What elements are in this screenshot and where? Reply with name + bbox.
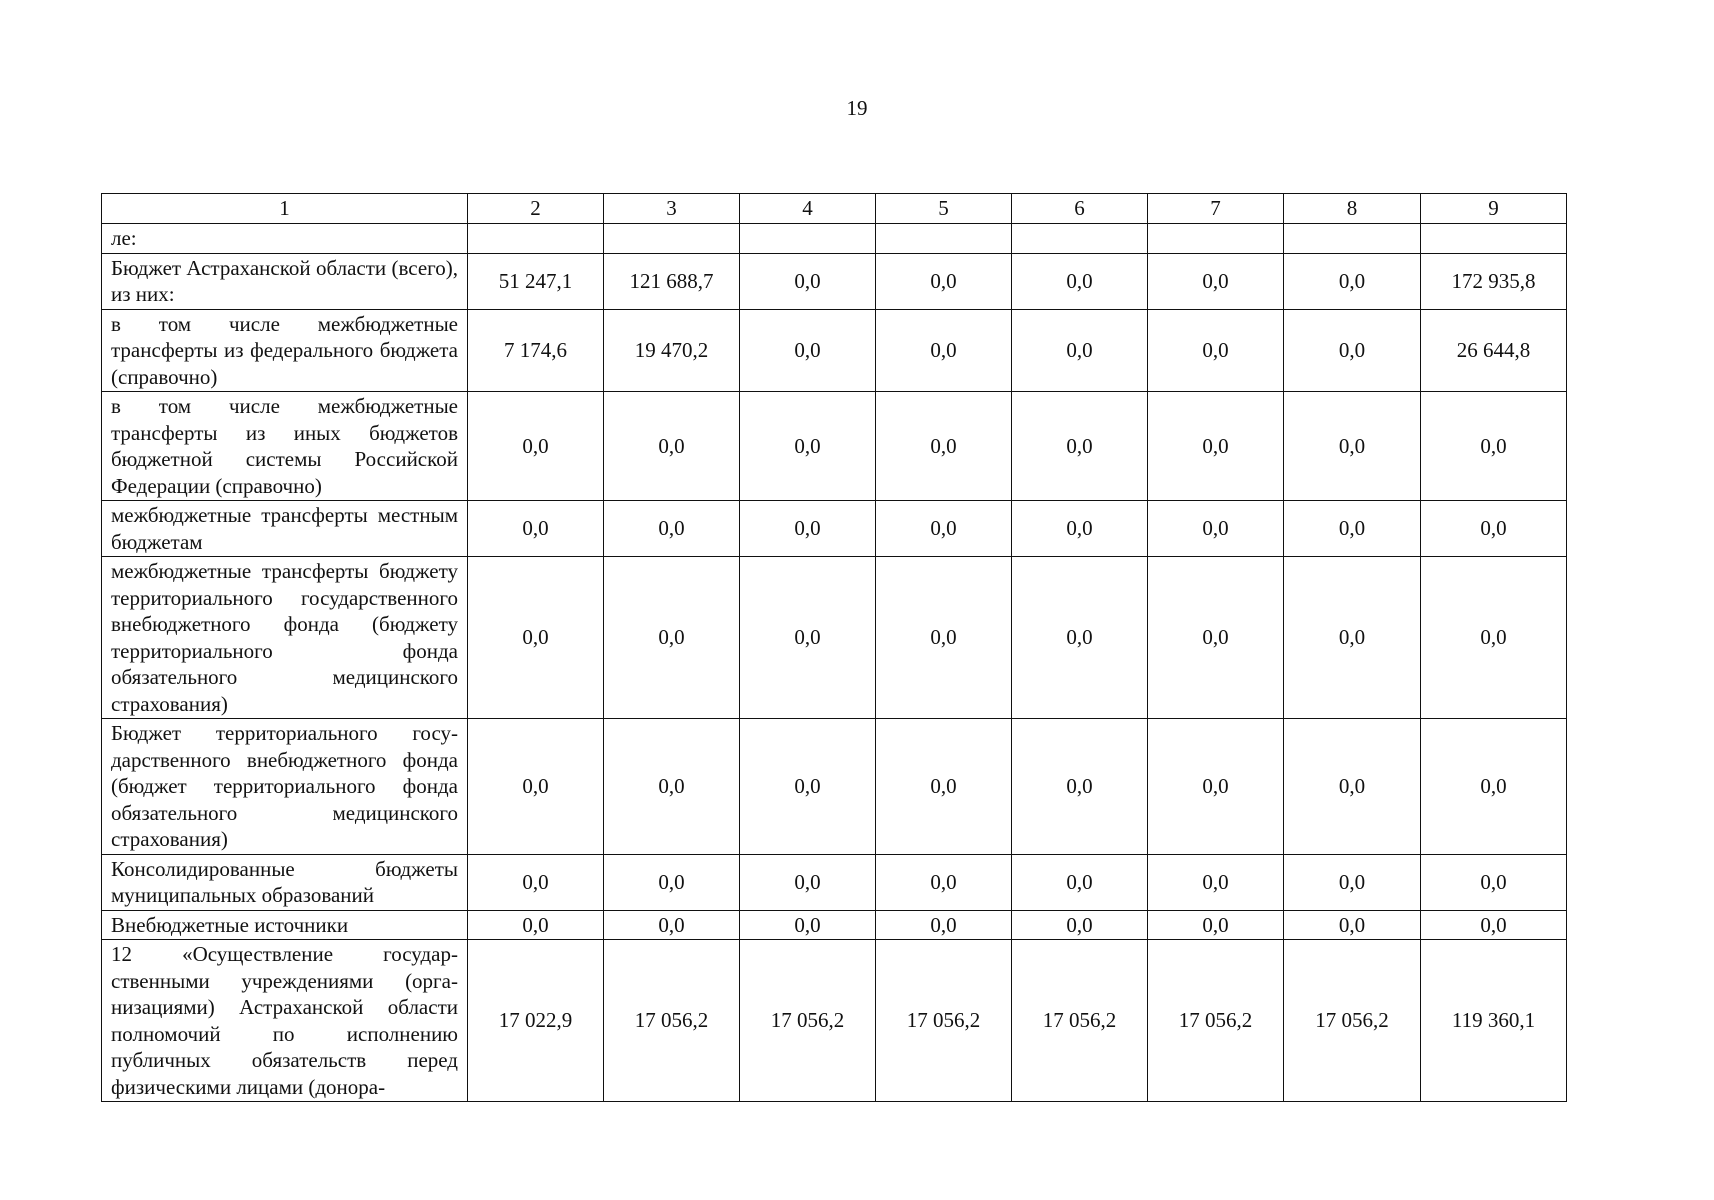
row-label: Консолидированные бюджеты муниципальных образований [102,854,468,910]
table-cell: 0,0 [1148,309,1284,392]
column-header: 1 [102,194,468,224]
table-cell [1012,224,1148,254]
table-cell: 0,0 [1012,910,1148,940]
table-cell: 0,0 [740,309,876,392]
table-cell: 172 935,8 [1421,253,1567,309]
table-cell: 0,0 [1012,719,1148,855]
header-row [102,194,1567,224]
table-cell [740,224,876,254]
page-number: 19 [846,96,868,120]
column-header: 6 [1012,194,1148,224]
table-cell: 0,0 [604,557,740,719]
table-cell: 0,0 [1284,719,1421,855]
table-cell: 0,0 [1148,719,1284,855]
table-cell: 0,0 [876,719,1012,855]
table-row [102,910,1567,940]
table-cell: 121 688,7 [604,253,740,309]
table-cell: 51 247,1 [468,253,604,309]
column-header: 3 [604,194,740,224]
table-cell: 0,0 [1284,854,1421,910]
table-cell: 0,0 [1012,501,1148,557]
row-label: ле: [102,224,468,254]
table-cell: 17 056,2 [740,940,876,1102]
table-cell: 0,0 [468,910,604,940]
table-cell [468,224,604,254]
table-row [102,309,1567,392]
table-row [102,501,1567,557]
table-cell: 0,0 [604,392,740,501]
table-cell: 0,0 [740,501,876,557]
row-label: 12 «Осуществление государственными учреждениями (организациями) Астраханской области полномочий по исполнению публичных обязательств перед физическими лицами (донора- [102,940,468,1102]
table-cell: 17 022,9 [468,940,604,1102]
table-row [102,854,1567,910]
table-cell [604,224,740,254]
table-cell: 0,0 [468,557,604,719]
table-cell: 0,0 [740,910,876,940]
table-cell [1148,224,1284,254]
table-cell: 0,0 [604,501,740,557]
column-header: 7 [1148,194,1284,224]
table-cell: 0,0 [1421,910,1567,940]
table-cell: 0,0 [740,557,876,719]
table-cell: 0,0 [1284,392,1421,501]
table-cell: 17 056,2 [1284,940,1421,1102]
table-row [102,719,1567,855]
table-cell: 0,0 [1148,557,1284,719]
table-cell: 0,0 [1012,309,1148,392]
table-cell: 0,0 [1148,253,1284,309]
table-row [102,224,1567,254]
table-cell: 0,0 [1284,910,1421,940]
table-cell: 0,0 [1284,501,1421,557]
table-row [102,557,1567,719]
table-cell: 0,0 [876,557,1012,719]
table-cell: 0,0 [740,719,876,855]
table-row [102,940,1567,1102]
table-cell: 0,0 [1421,501,1567,557]
table-cell: 0,0 [604,854,740,910]
table-cell: 0,0 [1421,854,1567,910]
table-row [102,253,1567,309]
table-cell: 0,0 [876,309,1012,392]
column-header: 2 [468,194,604,224]
table-cell: 17 056,2 [604,940,740,1102]
table-cell: 0,0 [740,392,876,501]
table-cell: 0,0 [1148,854,1284,910]
column-header: 8 [1284,194,1421,224]
table-cell: 0,0 [604,719,740,855]
table-cell: 0,0 [468,392,604,501]
table-cell: 0,0 [876,910,1012,940]
column-header: 4 [740,194,876,224]
row-label: в том числе межбюджетные трансферты из федерального бюджета (справочно) [102,309,468,392]
table-cell: 0,0 [1148,501,1284,557]
table-cell: 0,0 [1421,557,1567,719]
table-cell [1284,224,1421,254]
table-cell: 0,0 [1421,719,1567,855]
table-cell: 0,0 [1148,392,1284,501]
row-label: в том числе межбюджетные трансферты из иных бюджетов бюджетной системы Российской Федерации (справочно) [102,392,468,501]
table-cell: 0,0 [876,854,1012,910]
table-cell: 7 174,6 [468,309,604,392]
table-cell: 0,0 [1012,557,1148,719]
row-label: Бюджет территориального государственного внебюджетного фонда (бюджет территориального фонда обязательного медицинского страхования) [102,719,468,855]
table-cell: 19 470,2 [604,309,740,392]
row-label: Внебюджетные источники [102,910,468,940]
table-cell: 0,0 [740,253,876,309]
budget-table [101,193,1567,1102]
table-cell: 0,0 [468,719,604,855]
table-cell [1421,224,1567,254]
table-row [102,392,1567,501]
row-label: Бюджет Астраханской области (всего), из них: [102,253,468,309]
table-cell: 26 644,8 [1421,309,1567,392]
table-cell: 119 360,1 [1421,940,1567,1102]
column-header: 9 [1421,194,1567,224]
table-cell: 0,0 [1284,253,1421,309]
table-cell: 17 056,2 [1012,940,1148,1102]
table-cell: 0,0 [876,501,1012,557]
column-header: 5 [876,194,1012,224]
row-label: межбюджетные трансферты местным бюджетам [102,501,468,557]
table-cell: 0,0 [1012,854,1148,910]
table-cell: 0,0 [1012,392,1148,501]
table-cell: 0,0 [1421,392,1567,501]
table-cell: 0,0 [876,253,1012,309]
table-cell: 0,0 [468,501,604,557]
table-cell: 0,0 [468,854,604,910]
table-cell: 0,0 [740,854,876,910]
table-cell [876,224,1012,254]
table-cell: 0,0 [1012,253,1148,309]
table-cell: 0,0 [1148,910,1284,940]
table-cell: 0,0 [1284,309,1421,392]
table-cell: 0,0 [1284,557,1421,719]
table-cell: 17 056,2 [1148,940,1284,1102]
row-label: межбюджетные трансферты бюджету территориального государственного внебюджетного фонда (бюджету территориального фонда обязательного медицинского страхования) [102,557,468,719]
table-cell: 0,0 [604,910,740,940]
table-cell: 17 056,2 [876,940,1012,1102]
table-cell: 0,0 [876,392,1012,501]
